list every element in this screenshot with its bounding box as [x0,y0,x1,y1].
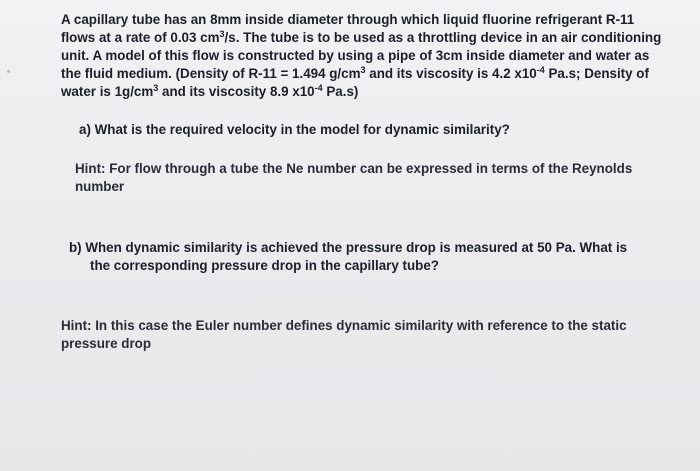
problem-line-3: unit. A model of this flow is constructed by using a pipe of 3cm inside diameter and water as [61,48,650,63]
problem-line-4: the fluid medium. (Density of R-11 = 1.494 $g/cm^3$ and its viscosity is 4.2 $x10^{-4}$ Pa.s; Density of [61,65,649,81]
problem-line-1: A capillary tube has an 8mm inside diameter through which liquid fluorine refrigerant R-11 [61,12,635,27]
question-a-text: a) What is the required velocity in the model for dynamic similarity? [79,122,510,137]
hint-a [75,160,632,196]
question-a [79,121,510,139]
problem-line-5: water is $1g/cm^3$ and its viscosity 8.9 $x10^{-4}$ Pa.s) [61,83,359,99]
problem-statement [61,11,661,101]
problem-line-2: flows at a rate of 0.03 $cm^3/s$. The tube is to be used as a throttling device in an air conditioning [61,29,662,45]
hint-b-line-2: pressure drop [61,336,152,351]
margin-mark [7,70,10,73]
question-b-line-2: the corresponding pressure drop in the capillary tube? [90,258,439,273]
hint-b [61,317,627,353]
hint-a-line-1: Hint: For flow through a tube the Ne number can be expressed in terms of the Reynolds [75,161,633,176]
question-b [69,239,627,275]
question-b-line-1: b) When dynamic similarity is achieved the pressure drop is measured at 50 Pa. What is [69,240,628,255]
hint-a-line-2: number [75,179,125,194]
hint-b-line-1: Hint: In this case the Euler number defines dynamic similarity with reference to the static [61,318,627,333]
